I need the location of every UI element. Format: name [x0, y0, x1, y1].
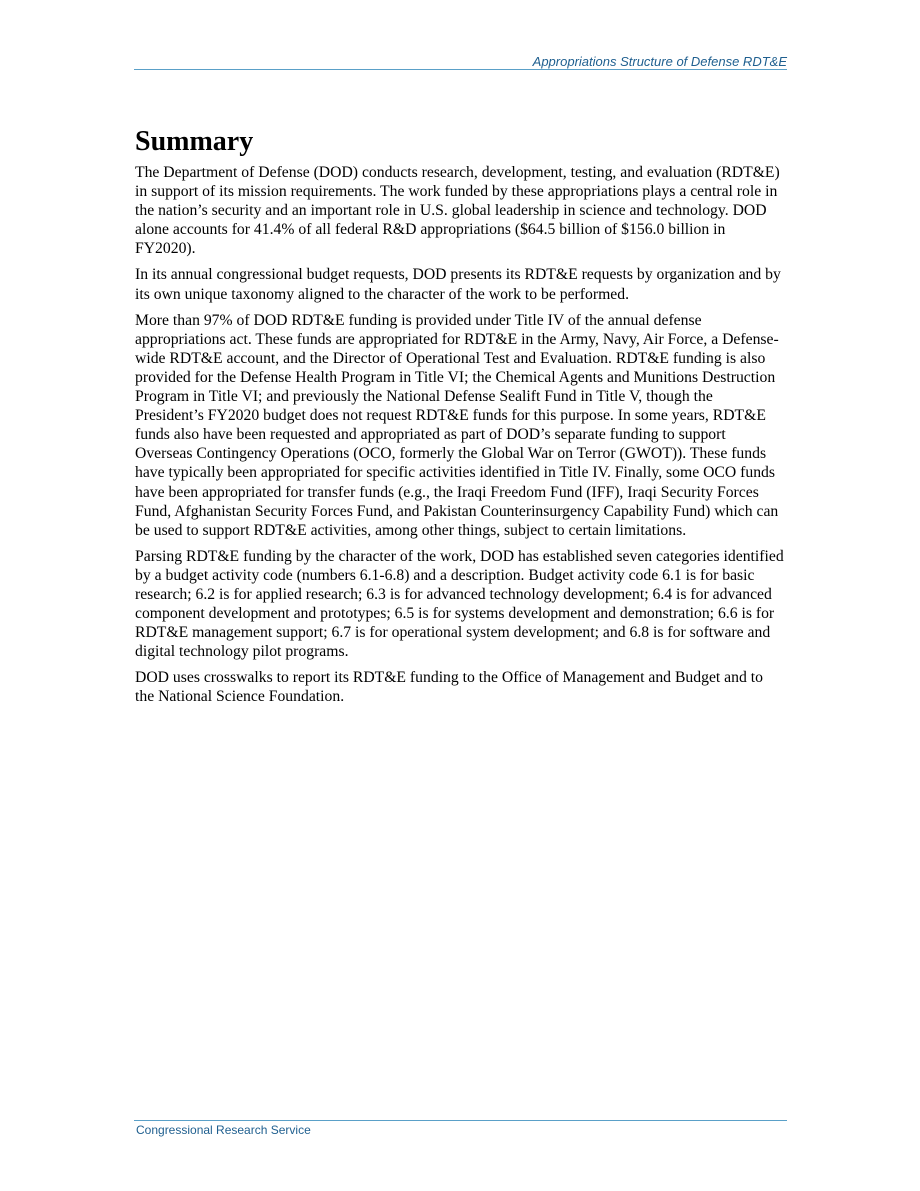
paragraph-budget-requests: In its annual congressional budget requests, DOD presents its RDT&E requests by organization and by its own unique taxonomy aligned to the character of the work to be performed. — [135, 266, 781, 303]
paragraph-funding-titles: More than 97% of DOD RDT&E funding is provided under Title IV of the annual defense appropriations act. These funds are appropriated for RDT&E in the Army, Navy, Air Force, a Defense-wide RDT&E account, and the Director of Operational Test and Evaluation. RDT&E funding is also provided for the Defense Health Program in Title VI; the Chemical Agents and Munitions Destruction Program in Title VI; and previously the National Defense Sealift Fund in Title V, though the President’s FY2020 budget does not request RDT&E funds for this purpose. In some years, RDT&E funds also have been requested and appropriated as part of DOD’s separate funding to support Overseas Contingency Operations (OCO, formerly the Global War on Terror (GWOT)). These funds have typically been appropriated for specific activities identified in Title IV. Finally, some OCO funds have been appropriated for transfer funds (e.g., the Iraqi Freedom Fund (IFF), Iraqi Security Forces Fund, Afghanistan Security Forces Fund, and Pakistan Counterinsurgency Capability Fund) which can be used to support RDT&E activities, among other things, subject to certain limitations. — [135, 311, 779, 539]
footer-divider — [134, 1120, 787, 1121]
running-header-title: Appropriations Structure of Defense RDT&E — [532, 54, 787, 69]
document-body — [135, 124, 785, 714]
paragraph-intro: The Department of Defense (DOD) conducts research, development, testing, and evaluation (RDT&E) in support of its mission requirements. The work funded by these appropriations plays a central role in the nation’s security and an important role in U.S. global leadership in science and technology. DOD alone accounts for 41.4% of all federal R&D appropriations ($64.5 billion of $156.0 billion in FY2020). — [135, 164, 780, 258]
paragraph-budget-activity-codes: Parsing RDT&E funding by the character of the work, DOD has established seven categories identified by a budget activity code (numbers 6.1-6.8) and a description. Budget activity code 6.1 is for basic research; 6.2 is for applied research; 6.3 is for advanced technology development; 6.4 is for advanced component development and prototypes; 6.5 is for systems development and demonstration; 6.6 is for RDT&E management support; 6.7 is for operational system development; and 6.8 is for software and digital technology pilot programs. — [135, 547, 784, 661]
footer-organization: Congressional Research Service — [136, 1123, 311, 1137]
header-divider — [134, 69, 787, 70]
section-title: Summary — [135, 126, 254, 157]
paragraph-crosswalks: DOD uses crosswalks to report its RDT&E funding to the Office of Management and Budget and to the National Science Foundation. — [135, 669, 763, 706]
